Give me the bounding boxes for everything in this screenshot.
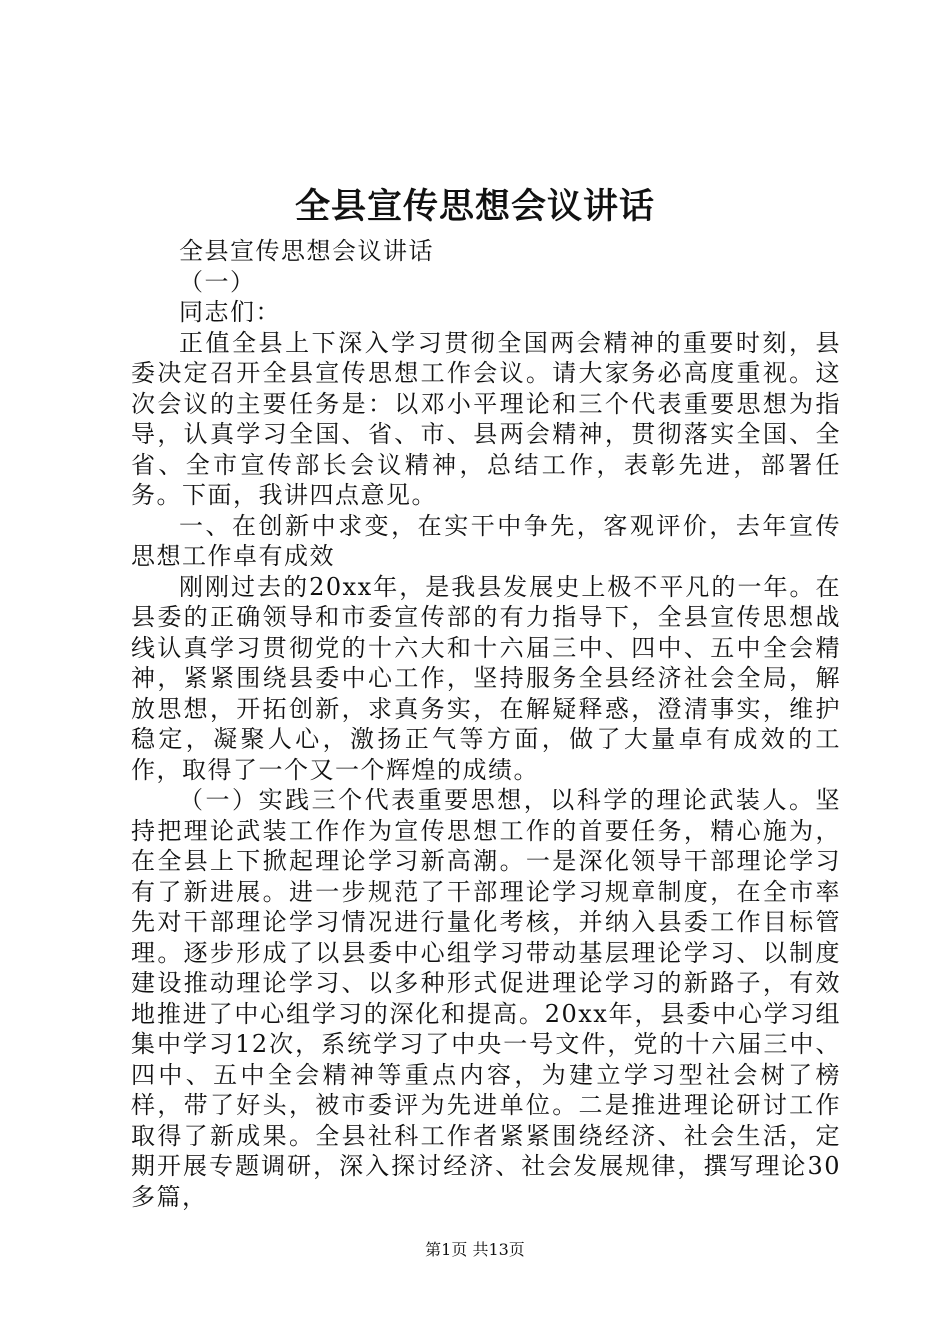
body-paragraph: （一） <box>179 267 256 296</box>
document-body <box>131 236 841 1212</box>
body-paragraph: 同志们： <box>179 298 281 326</box>
document-title: 全县宣传思想会议讲话 <box>294 186 655 227</box>
body-paragraph: 正值全县上下深入学习贯彻全国两会精神的重要时刻，县委决定召开全县宣传思想工作会议。请大家务必高度重视。这次会议的主要任务是：以邓小平理论和三个代表重要思想为指导，认真学习全国、省、市、县两会精神，贯彻落实全国、全省、全市宣传部长会议精神，总结工作，表彰先进，部署任务。下面，我讲四点意见。 <box>131 328 841 509</box>
body-paragraph: （一）实践三个代表重要思想，以科学的理论武装人。坚持把理论武装工作作为宣传思想工作的首要任务，精心施为，在全县上下掀起理论学习新高潮。一是深化领导干部理论学习有了新进展。进一步规范了干部理论学习规章制度，在全市率先对干部理论学习情况进行量化考核，并纳入县委工作目标管理。逐步形成了以县委中心组学习带动基层理论学习、以制度建设推动理论学习、以多种形式促进理论学习的新路子，有效地推进了中心组学习的深化和提高。20xx年，县委中心学习组集中学习12次，系统学习了中央一号文件，党的十六届三中、四中、五中全会精神等重点内容，为建立学习型社会树了榜样，带了好头，被市委评为先进单位。二是推进理论研讨工作取得了新成果。全县社科工作者紧紧围绕经济、社会生活，定期开展专题调研，深入探讨经济、社会发展规律，撰写理论30多篇， <box>131 786 841 1211</box>
body-paragraph: 全县宣传思想会议讲话 <box>179 237 434 265</box>
body-paragraph: 刚刚过去的20xx年，是我县发展史上极不平凡的一年。在县委的正确领导和市委宣传部的有力指导下，全县宣传思想战线认真学习贯彻党的十六大和十六届三中、四中、五中全会精神，紧紧围绕县委中心工作，坚持服务全县经济社会全局，解放思想，开拓创新，求真务实，在解疑释惑，澄清事实，维护稳定，凝聚人心，激扬正气等方面，做了大量卓有成效的工作，取得了一个又一个辉煌的成绩。 <box>131 572 841 784</box>
section-heading: 一、在创新中求变，在实干中争先，客观评价，去年宣传思想工作卓有成效 <box>131 511 841 570</box>
page-number: 第1页 共13页 <box>425 1240 525 1259</box>
